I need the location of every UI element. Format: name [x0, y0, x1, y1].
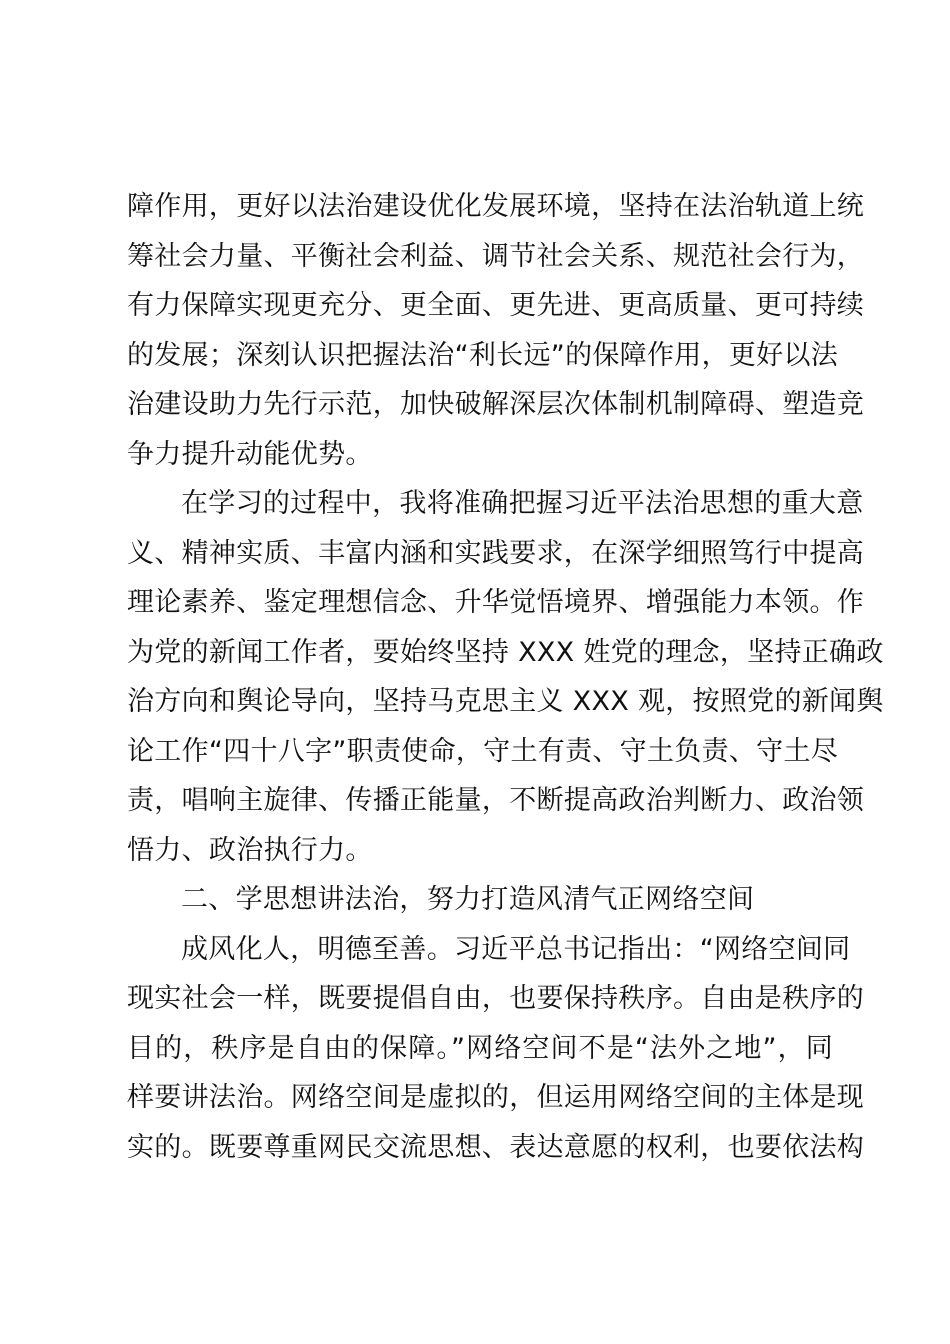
text-line: 实的。既要尊重网民交流思想、表达意愿的权利，也要依法构: [127, 1131, 865, 1163]
paragraph-network: [127, 925, 865, 1173]
text-line: 样要讲法治。网络空间是虚拟的，但运用网络空间的主体是现: [127, 1082, 865, 1113]
section-heading-text: 二、学思想讲法治，努力打造风清气正网络空间: [181, 884, 755, 915]
text-line: 义、精神实质、丰富内涵和实践要求，在深学细照笃行中提高: [127, 537, 865, 569]
paragraph-continuation: [127, 182, 865, 479]
text-line: 目的，秩序是自由的保障。”网络空间不是“法外之地”，同: [127, 1032, 833, 1064]
text-line: 在学习的过程中，我将准确把握习近平法治思想的重大意: [181, 488, 864, 519]
text-line: 治建设助力先行示范，加快破解深层次体制机制障碍、塑造竞: [127, 389, 865, 420]
text-line: 障作用，更好以法治建设优化发展环境，坚持在法治轨道上统: [127, 191, 865, 222]
text-line: 责，唱响主旋律、传播正能量，不断提高政治判断力、政治领: [127, 785, 865, 816]
text-line: 成风化人，明德至善。习近平总书记指出：“网络空间同: [181, 933, 851, 965]
section-heading: [127, 875, 833, 925]
text-line: 的发展；深刻认识把握法治“利长远”的保障作用，更好以法: [127, 339, 839, 371]
document-body: [127, 182, 884, 1172]
text-line: 有力保障实现更充分、更全面、更先进、更高质量、更可持续: [127, 290, 865, 321]
text-line: 争力提升动能优势。: [127, 438, 373, 470]
text-line: 为党的新闻工作者，要始终坚持 XXX 姓党的理念，坚持正确政: [127, 636, 884, 668]
text-line: 筹社会力量、平衡社会利益、调节社会关系、规范社会行为，: [127, 240, 865, 272]
text-line: 悟力、政治执行力。: [127, 834, 373, 866]
text-line: 现实社会一样，既要提倡自由，也要保持秩序。自由是秩序的: [127, 983, 865, 1014]
paragraph-study: [127, 479, 884, 875]
text-line: 治方向和舆论导向，坚持马克思主义 XXX 观，按照党的新闻舆: [127, 686, 884, 717]
text-line: 论工作“四十八字”职责使命，守土有责、守土负责、守土尽: [127, 735, 839, 767]
text-line: 理论素养、鉴定理想信念、升华觉悟境界、增强能力本领。作: [127, 587, 865, 618]
